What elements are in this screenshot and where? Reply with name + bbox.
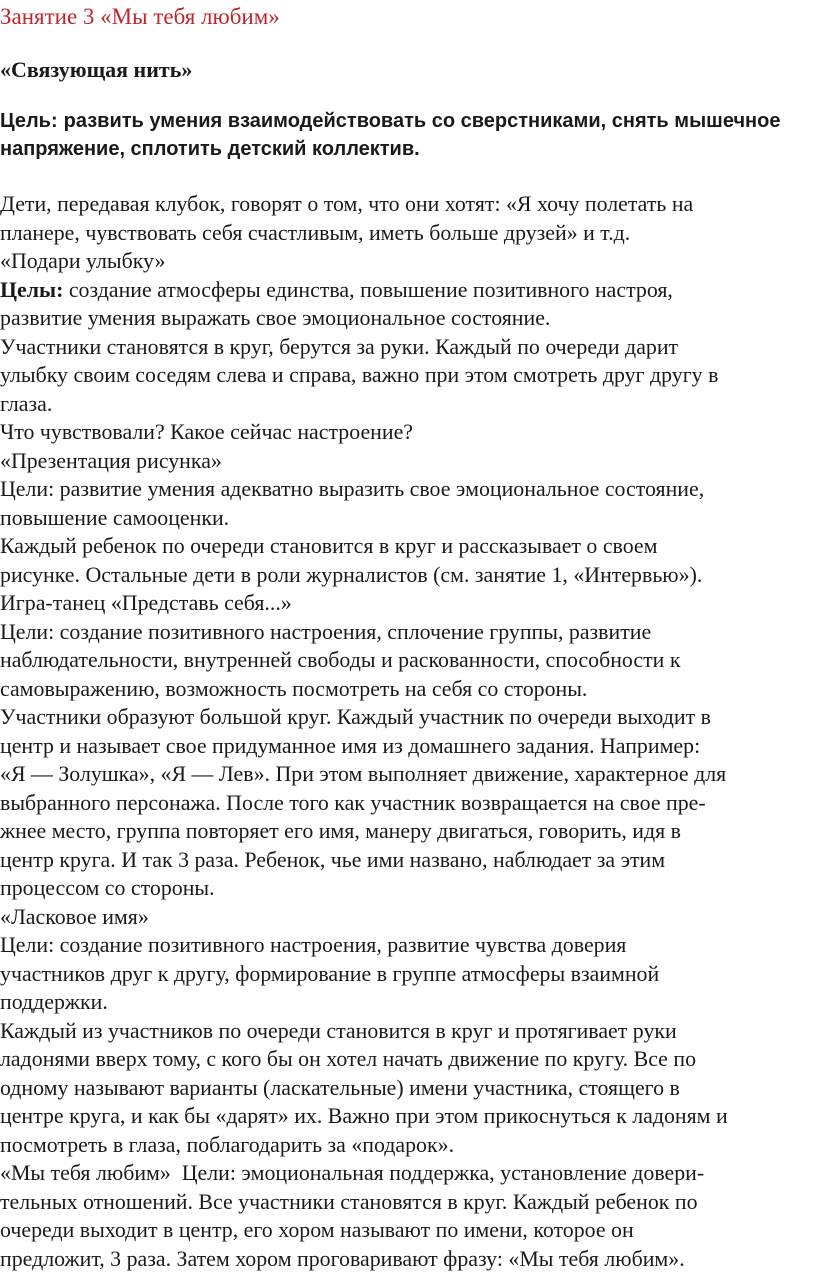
text-line [0,1102,816,1131]
lesson-title: Занятие 3 «Мы тебя любим» [0,4,280,29]
game-heading-svyazuyushchaya-nit: «Связующая нить» [0,57,193,82]
text-line [0,903,816,932]
text-line [0,732,816,761]
text-line [0,646,816,675]
text-line [0,532,816,561]
text-line [0,1017,816,1046]
text-line [0,219,816,248]
text-line [0,1045,816,1074]
text-line [0,618,816,647]
text-line [0,304,816,333]
text-line [0,874,816,903]
line-text: тельных отношений. Все участники становятся в круг. Каждый ребенок по [0,1188,698,1214]
text-line [0,589,816,618]
line-text: создание атмосферы единства, повышение позитивного настроя, [63,276,673,302]
line-text: Дети, передавая клубок, говорят о том, что они хотят: «Я хочу полетать на [0,191,694,216]
line-text: центр круга. И так 3 раза. Ребенок, чье ими названо, наблюдает за этим [0,846,666,872]
line-text: посмотреть в глаза, поблагодарить за «подарок». [0,1131,455,1157]
text-line [0,1245,816,1274]
line-text: самовыражению, возможность посмотреть на себя со стороны. [0,675,588,701]
text-line [0,1074,816,1103]
line-text: развитие умения выражать свое эмоциональное состояние. [0,305,551,330]
line-text: Что чувствовали? Какое сейчас настроение? [0,419,413,444]
document-body [0,190,816,1273]
line-text: поддержки. [0,989,108,1014]
line-text: одному называют варианты (ласкательные) имени участника, стоящего в [0,1074,680,1100]
goal-paragraph [0,107,816,163]
line-text: Цели: создание позитивного настроения, сплочение группы, развитие [0,618,652,644]
text-line [0,960,816,989]
line-text: планере, чувствовать себя счастливым, иметь больше друзей» и т.д. [0,219,631,245]
line-text: Игра-танец «Представь себя...» [0,590,292,615]
line-text: Участники образуют большой круг. Каждый участник по очереди выходит в [0,704,711,729]
text-line [0,1159,816,1188]
line-text: выбранного персонажа. После того как участник возвращается на свое пре- [0,789,706,815]
line-text: Каждый из участников по очереди становится в круг и протягивает руки [0,1017,677,1043]
line-text: улыбку своим соседям слева и справа, важно при этом смотреть друг другу в [0,362,719,387]
text-line [0,931,816,960]
line-text: «Я — Золушка», «Я — Лев». При этом выполняет движение, характерное для [0,761,727,786]
line-text: предложит, 3 раза. Затем хором проговаривают фразу: «Мы тебя любим». [0,1245,685,1271]
line-text: «Подари улыбку» [0,248,166,273]
text-line [0,1216,816,1245]
text-line [0,703,816,732]
line-text: жнее место, группа повторяет его имя, манеру двигаться, говорить, идя в [0,818,681,843]
text-line [0,504,816,533]
line-text: «Мы тебя любим» Цели: эмоциональная поддержка, установление довери- [0,1160,705,1185]
text-line [0,675,816,704]
line-text: «Презентация рисунка» [0,447,222,473]
goal-text: развить умения взаимодействовать со сверстниками, снять мышечное напряжение, сплотить детский коллектив. [0,110,781,160]
line-text: участников друг к другу, формирование в группе атмосферы взаимной [0,960,660,986]
text-line [0,817,816,846]
text-line [0,333,816,362]
text-line [0,390,816,419]
text-line [0,247,816,276]
bold-label: Целы: [0,276,64,302]
text-line [0,988,816,1017]
line-text: повышение самооценки. [0,504,230,530]
text-line [0,447,816,476]
line-text: наблюдательности, внутренней свободы и раскованности, способности к [0,647,681,672]
text-line [0,846,816,875]
line-text: центр и называет свое придуманное имя из домашнего задания. Например: [0,732,701,758]
text-line [0,190,816,219]
goal-label: Цель: [0,110,58,132]
line-text: процессом со стороны. [0,875,215,900]
text-line [0,561,816,590]
text-line [0,276,816,305]
text-line [0,1188,816,1217]
line-text: Каждый ребенок по очереди становится в круг и рассказывает о своем [0,533,658,558]
text-line [0,789,816,818]
line-text: глаза. [0,390,53,416]
text-line [0,418,816,447]
text-line [0,760,816,789]
line-text: Цели: создание позитивного настроения, развитие чувства доверия [0,932,627,957]
text-line [0,361,816,390]
line-text: «Ласковое имя» [0,903,149,929]
line-text: центре круга, и как бы «дарят» их. Важно при этом прикоснуться к ладоням и [0,1103,728,1128]
line-text: очереди выходит в центр, его хором называют по имени, которое он [0,1217,634,1242]
line-text: Цели: развитие умения адекватно выразить свое эмоциональное состояние, [0,476,705,501]
line-text: Участники становятся в круг, берутся за руки. Каждый по очереди дарит [0,333,679,359]
line-text: ладонями вверх тому, с кого бы он хотел начать движение по кругу. Все по [0,1046,697,1071]
line-text: рисунке. Остальные дети в роли журналистов (см. занятие 1, «Интервью»). [0,561,703,587]
text-line [0,475,816,504]
text-line [0,1131,816,1160]
